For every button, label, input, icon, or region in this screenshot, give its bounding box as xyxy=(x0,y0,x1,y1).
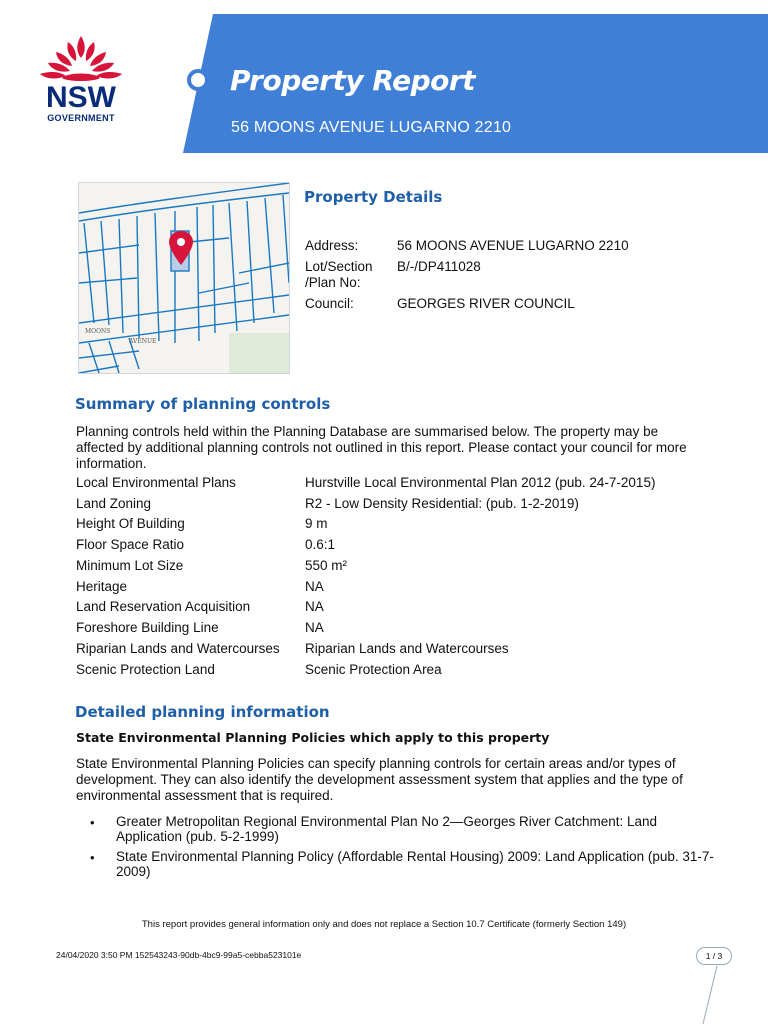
bullet-item: Greater Metropolitan Regional Environmental Plan No 2—Georges River Catchment: Land Application (pub. 5-2-1999) xyxy=(116,814,658,844)
footer-id-line: 24/04/2020 3:50 PM 152543243-90db-4bc9-99a5-cebba523101e xyxy=(56,950,302,960)
control-label: Foreshore Building Line xyxy=(76,620,219,635)
control-label: Minimum Lot Size xyxy=(76,558,184,573)
property-map xyxy=(78,182,290,374)
address-label: Address: xyxy=(305,238,359,253)
control-value: Hurstville Local Environmental Plan 2012 (pub. 24-7-2015) xyxy=(305,475,656,490)
map-park-area xyxy=(229,333,289,373)
control-value: 9 m xyxy=(305,516,328,531)
page-indicator: 1 / 3 xyxy=(696,947,732,965)
control-value: NA xyxy=(305,579,324,594)
summary-intro: Planning controls held within the Planning Database are summarised below. The property may be affected by additional planning controls not outlined in this report. Please contact your council for more information. xyxy=(76,424,687,471)
sepp-heading: State Environmental Planning Policies which apply to this property xyxy=(76,730,550,745)
logo-nsw-text: NSW xyxy=(46,81,116,114)
control-label: Riparian Lands and Watercourses xyxy=(76,641,280,656)
address-value: 56 MOONS AVENUE LUGARNO 2210 xyxy=(397,238,629,253)
control-value: Riparian Lands and Watercourses xyxy=(305,641,509,656)
footer-decor-line xyxy=(700,966,720,1024)
control-value: 550 m² xyxy=(305,558,348,573)
lot-value: B/-/DP411028 xyxy=(397,259,481,274)
map-street-label-2: AVENUE xyxy=(129,338,157,345)
control-value: Scenic Protection Area xyxy=(305,662,442,677)
summary-heading: Summary of planning controls xyxy=(75,395,331,413)
bullet-icon: • xyxy=(90,850,95,865)
waratah-logo-icon xyxy=(40,36,122,81)
control-label: Local Environmental Plans xyxy=(76,475,236,490)
banner-dot-icon xyxy=(189,71,207,89)
control-label: Land Reservation Acquisition xyxy=(76,599,251,614)
control-label: Land Zoning xyxy=(76,496,152,511)
control-label: Floor Space Ratio xyxy=(76,537,185,552)
logo-government-text: GOVERNMENT xyxy=(47,113,115,123)
bullet-icon: • xyxy=(90,815,95,830)
detailed-heading: Detailed planning information xyxy=(75,703,330,721)
property-details-heading: Property Details xyxy=(304,188,443,206)
control-label: Scenic Protection Land xyxy=(76,662,215,677)
council-value: GEORGES RIVER COUNCIL xyxy=(397,296,575,311)
control-value: NA xyxy=(305,620,324,635)
nsw-logo xyxy=(40,83,122,123)
control-value: 0.6:1 xyxy=(305,537,336,552)
report-title: Property Report xyxy=(230,64,476,97)
lot-label: Lot/Section /Plan No: xyxy=(305,259,373,290)
control-label: Height Of Building xyxy=(76,516,185,531)
control-value: R2 - Low Density Residential: (pub. 1-2-2019) xyxy=(305,496,579,511)
bullet-item: State Environmental Planning Policy (Affordable Rental Housing) 2009: Land Application (pub. 31-7-2009) xyxy=(116,849,714,879)
sepp-intro: State Environmental Planning Policies can specify planning controls for certain areas and/or types of development. They can also identify the development assessment system that applies and the type of environmental assessment that is required. xyxy=(76,756,683,803)
control-label: Heritage xyxy=(76,579,128,594)
council-label: Council: xyxy=(305,296,354,311)
report-address: 56 MOONS AVENUE LUGARNO 2210 xyxy=(231,119,512,136)
control-value: NA xyxy=(305,599,324,614)
map-street-label-1: MOONS xyxy=(85,328,111,335)
footer-disclaimer: This report provides general information only and does not replace a Section 10.7 Certificate (formerly Section 149) xyxy=(141,919,627,930)
